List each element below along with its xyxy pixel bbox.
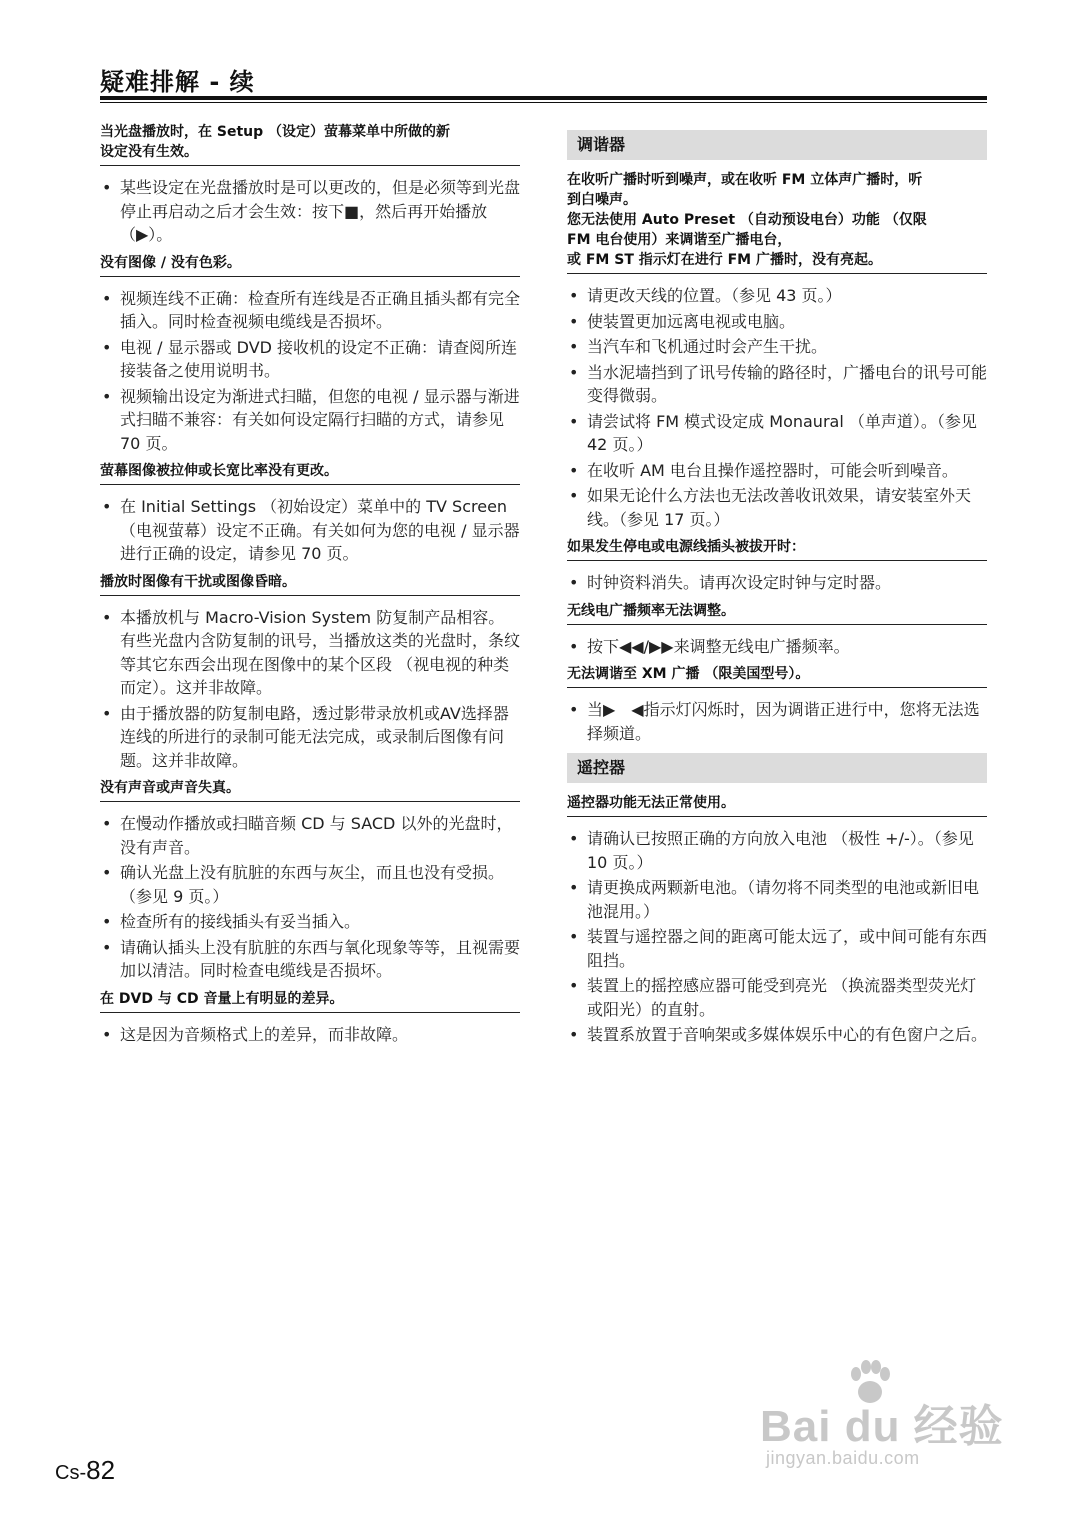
- list-item: • 请更换成两颗新电池。（请勿将不同类型的电池或新旧电池混用。）: [567, 876, 987, 923]
- heading-line: FM 电台使用）来调谐至广播电台，: [567, 232, 792, 248]
- list-item: • 请更改天线的位置。（参见 43 页。）: [567, 284, 987, 308]
- list-item: • 按下◀◀/▶▶来调整无线电广播频率。: [567, 635, 987, 659]
- list-item: • 电视 / 显示器或 DVD 接收机的设定不正确：请查阅所连接装备之使用说明书。: [100, 336, 520, 383]
- section-header: 遥控器: [567, 753, 987, 783]
- list-item: • 这是因为音频格式上的差异，而非故障。: [100, 1023, 520, 1047]
- solution-list: [100, 606, 520, 773]
- list-item: • 视频连线不正确：检查所有连线是否正确且插头都有完全插入。同时检查视频电缆线是否损坏。: [100, 287, 520, 334]
- heading-line: 如果发生停电或电源线插头被拔开时：: [567, 539, 805, 555]
- title-rule-thin: [100, 102, 987, 103]
- heading-line: 无线电广播频率无法调整。: [567, 602, 735, 619]
- heading-line: 在 DVD 与 CD 音量上有明显的差异。: [100, 990, 344, 1007]
- solution-list: [100, 1023, 520, 1047]
- list-item: • 如果无论什么方法也无法改善收讯效果，请安装室外天线。（参见 17 页。）: [567, 484, 987, 531]
- problem-heading: [100, 778, 520, 802]
- solution-list: [100, 495, 520, 566]
- list-item: • 装置与遥控器之间的距离可能太远了，或中间可能有东西阻挡。: [567, 925, 987, 972]
- section-header: 调谐器: [567, 130, 987, 160]
- list-item: • 当水泥墙挡到了讯号传输的路径时，广播电台的讯号可能变得微弱。: [567, 361, 987, 408]
- right-column: [567, 122, 987, 1053]
- list-item: • 装置上的摇控感应器可能受到亮光 （换流器类型荧光灯或阳光）的直射。: [567, 974, 987, 1021]
- watermark-brand: Bai du 经验: [760, 1402, 1004, 1451]
- watermark-url: jingyan.baidu.com: [766, 1448, 920, 1468]
- heading-line: 萤幕图像被拉伸或长宽比率没有更改。: [100, 463, 338, 479]
- list-item: • 请尝试将 FM 模式设定成 Monaural （单声道）。（参见 42 页。）: [567, 410, 987, 457]
- heading-line: 没有图像 / 没有色彩。: [100, 254, 241, 271]
- list-item: • 某些设定在光盘播放时是可以更改的，但是必须等到光盘停止再启动之后才会生效：按下■，然后再开始播放（▶）。: [100, 176, 520, 247]
- heading-line: 当光盘播放时，在 Setup （设定）萤幕菜单中所做的新: [100, 124, 451, 140]
- problem-heading: [100, 253, 520, 277]
- solution-list: [567, 635, 987, 659]
- heading-line: 播放时图像有干扰或图像昏暗。: [100, 573, 296, 590]
- problem-heading: [100, 989, 520, 1013]
- solution-list: [567, 284, 987, 531]
- solution-list: [567, 571, 987, 595]
- heading-line: 没有声音或声音失真。: [100, 780, 240, 796]
- list-item: • 当▶ ◀指示灯闪烁时，因为调谐正进行中，您将无法选择频道。: [567, 698, 987, 745]
- page-number-value: 82: [86, 1455, 116, 1485]
- title-rule: [100, 96, 987, 100]
- list-item: • 时钟资料消失。请再次设定时钟与定时器。: [567, 571, 987, 595]
- list-item: • 确认光盘上没有肮脏的东西与灰尘，而且也没有受损。（参见 9 页。）: [100, 861, 520, 908]
- list-item: • 在 Initial Settings （初始设定）菜单中的 TV Screen （电视萤幕）设定不正确。有关如何为您的电视 / 显示器进行正确的设定，请参见 70 页。: [100, 495, 520, 566]
- page-title: 疑难排解 - 续: [100, 68, 255, 96]
- solution-list: [100, 176, 520, 247]
- problem-heading: [567, 601, 987, 625]
- list-item: • 视频输出设定为渐进式扫瞄，但您的电视 / 显示器与渐进式扫瞄不兼容：有关如何设定隔行扫瞄的方式，请参见 70 页。: [100, 385, 520, 456]
- list-item: • 由于播放器的防复制电路，透过影带录放机或AV选择器连线的所进行的录制可能无法完成，或录制后图像有问题。这并非故障。: [100, 702, 520, 773]
- list-item: • 请确认插头上没有肮脏的东西与氧化现象等等，且视需要加以清洁。同时检查电缆线是否损坏。: [100, 936, 520, 983]
- heading-line: 遥控器功能无法正常使用。: [567, 795, 735, 811]
- heading-line: 无法调谐至 XM 广播 （限美国型号）。: [567, 666, 810, 682]
- left-column: [100, 122, 520, 1052]
- problem-heading: [567, 170, 987, 274]
- heading-line: 到白噪声。: [567, 192, 637, 208]
- list-item: • 请确认已按照正确的方向放入电池 （极性 +/-）。（参见 10 页。）: [567, 827, 987, 874]
- solution-list: [100, 287, 520, 456]
- baidu-watermark: [760, 1360, 1030, 1480]
- problem-heading: [567, 793, 987, 817]
- list-item: • 在慢动作播放或扫瞄音频 CD 与 SACD 以外的光盘时，没有声音。: [100, 812, 520, 859]
- heading-line: 您无法使用 Auto Preset （自动预设电台）功能 （仅限: [567, 212, 927, 228]
- list-item: • 当汽车和飞机通过时会产生干扰。: [567, 335, 987, 359]
- problem-heading: [567, 537, 987, 561]
- page-number: [55, 1455, 115, 1486]
- list-item: • 检查所有的接线插头有妥当插入。: [100, 910, 520, 934]
- heading-line: 或 FM ST 指示灯在进行 FM 广播时，没有亮起。: [567, 252, 882, 268]
- problem-heading: [567, 664, 987, 688]
- list-item: • 装置系放置于音响架或多媒体娱乐中心的有色窗户之后。: [567, 1023, 987, 1047]
- solution-list: [567, 698, 987, 745]
- list-item: • 本播放机与 Macro-Vision System 防复制产品相容。有些光盘内含防复制的讯号，当播放这类的光盘时，条纹等其它东西会出现在图像中的某个区段 （视电视的种类而定）。这并非故障。: [100, 606, 520, 700]
- problem-heading: [100, 461, 520, 485]
- heading-line: 在收听广播时听到噪声，或在收听 FM 立体声广播时，听: [567, 172, 923, 188]
- solution-list: [567, 827, 987, 1047]
- solution-list: [100, 812, 520, 983]
- heading-line: 设定没有生效。: [100, 144, 198, 160]
- problem-heading: [100, 122, 520, 166]
- list-item: • 在收听 AM 电台且操作遥控器时，可能会听到噪音。: [567, 459, 987, 483]
- problem-heading: [100, 572, 520, 596]
- page-number-prefix: Cs-: [55, 1462, 87, 1484]
- list-item: • 使装置更加远离电视或电脑。: [567, 310, 987, 334]
